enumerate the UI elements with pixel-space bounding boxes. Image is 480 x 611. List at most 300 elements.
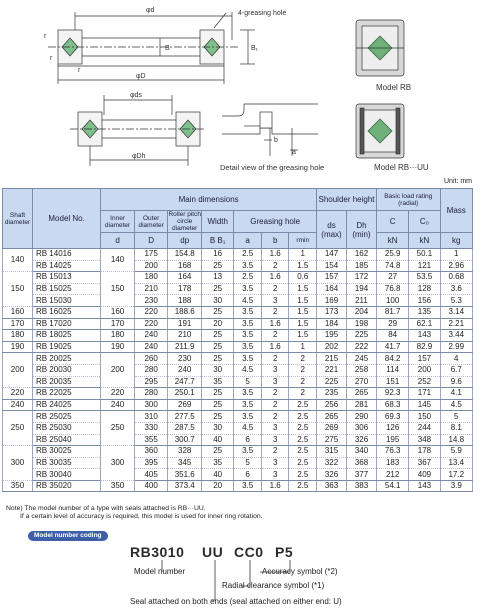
cell-B: 25 xyxy=(201,341,233,353)
cell-ds: 326 xyxy=(317,469,347,481)
hdr-b: b xyxy=(261,233,289,249)
table-row xyxy=(3,469,473,481)
cell-D: 220 xyxy=(134,318,168,330)
cell-C: 76.3 xyxy=(376,446,408,458)
cell-Dh: 326 xyxy=(347,434,377,446)
label-greasing-hole: 4-greasing hole xyxy=(238,10,287,17)
cell-b: 2 xyxy=(261,306,289,318)
cell-mass: 2.21 xyxy=(440,318,472,330)
cell-Co: 62.1 xyxy=(409,318,440,330)
label-r-left: r xyxy=(50,55,53,62)
cell-C: 29 xyxy=(376,318,408,330)
hdr-shoulder: Shoulder height xyxy=(317,189,377,211)
cell-dp: 351.6 xyxy=(168,469,202,481)
cell-shaft: 250 xyxy=(3,411,33,446)
cell-a: 4.5 xyxy=(234,295,262,307)
hdr-shaft: Shaft diameter xyxy=(3,189,33,249)
cell-a: 4.5 xyxy=(234,422,262,434)
hdr-greasing: Greasing hole xyxy=(234,211,317,233)
cell-shaft: 160 xyxy=(3,306,33,318)
cell-dp: 345 xyxy=(168,457,202,469)
cell-mass: 6.7 xyxy=(440,364,472,376)
note-line-2: If a certain level of accuracy is required, this model is used for inner ring rotation. xyxy=(20,513,263,520)
cell-ds: 184 xyxy=(317,318,347,330)
cell-B: 40 xyxy=(201,434,233,446)
cell-Co: 348 xyxy=(409,434,440,446)
cell-Dh: 383 xyxy=(347,480,377,492)
label-model-rb: Model RB xyxy=(376,83,412,92)
table-row xyxy=(3,272,473,284)
cell-model: RB 22025 xyxy=(32,388,100,400)
cell-C: 195 xyxy=(376,434,408,446)
cell-r: 2 xyxy=(289,364,317,376)
cell-C: 212 xyxy=(376,469,408,481)
cell-D: 210 xyxy=(134,283,168,295)
hdr-kn2: kN xyxy=(409,233,440,249)
cell-ds: 265 xyxy=(317,411,347,423)
cell-Dh: 225 xyxy=(347,330,377,342)
cell-Co: 135 xyxy=(409,306,440,318)
table-row xyxy=(3,306,473,318)
cell-B: 25 xyxy=(201,330,233,342)
cell-ds: 169 xyxy=(317,295,347,307)
cell-a: 3.5 xyxy=(234,480,262,492)
cell-C: 92.3 xyxy=(376,388,408,400)
cell-mass: 14.8 xyxy=(440,434,472,446)
cell-a: 6 xyxy=(234,434,262,446)
hdr-ds: ds (max) xyxy=(317,211,347,249)
cell-Dh: 377 xyxy=(347,469,377,481)
cell-model: RB 18025 xyxy=(32,330,100,342)
cell-mass: 5.9 xyxy=(440,446,472,458)
hdr-dp: dp xyxy=(168,233,202,249)
cell-Dh: 265 xyxy=(347,388,377,400)
label-phi-d: φd xyxy=(146,7,155,14)
cell-dp: 230 xyxy=(168,353,202,365)
code-part-clearance: CC0 xyxy=(234,544,264,560)
cell-a: 3.5 xyxy=(234,411,262,423)
cell-Co: 50.1 xyxy=(409,249,440,261)
cell-mass: 3.14 xyxy=(440,306,472,318)
table-row xyxy=(3,376,473,388)
cell-r: 2.5 xyxy=(289,399,317,411)
cell-r: 1.5 xyxy=(289,306,317,318)
cell-Dh: 270 xyxy=(347,376,377,388)
cell-r: 2.5 xyxy=(289,480,317,492)
cell-r: 2.5 xyxy=(289,434,317,446)
cell-b: 3 xyxy=(261,469,289,481)
cell-Co: 178 xyxy=(409,446,440,458)
cell-Dh: 185 xyxy=(347,260,377,272)
cell-Co: 367 xyxy=(409,457,440,469)
cell-ds: 195 xyxy=(317,330,347,342)
table-row xyxy=(3,411,473,423)
cell-dp: 250.1 xyxy=(168,388,202,400)
cell-a: 6 xyxy=(234,469,262,481)
hdr-d: d xyxy=(101,233,135,249)
cell-b: 1.6 xyxy=(261,480,289,492)
cell-a: 3.5 xyxy=(234,330,262,342)
cell-mass: 3.44 xyxy=(440,330,472,342)
cell-Co: 157 xyxy=(409,353,440,365)
table-row xyxy=(3,318,473,330)
cell-ds: 164 xyxy=(317,283,347,295)
cell-model: RB 15013 xyxy=(32,272,100,284)
unit-label: Unit: mm xyxy=(444,178,472,185)
cell-Co: 53.5 xyxy=(409,272,440,284)
table-row xyxy=(3,457,473,469)
cell-Dh: 198 xyxy=(347,318,377,330)
label-model-number: Model number xyxy=(134,567,186,576)
cell-dp: 188.6 xyxy=(168,306,202,318)
cell-B: 30 xyxy=(201,364,233,376)
model-rb-uu-illustration xyxy=(356,104,404,158)
cell-shaft: 180 xyxy=(3,330,33,342)
cell-r: 1.5 xyxy=(289,260,317,272)
cell-B: 30 xyxy=(201,295,233,307)
cell-B: 40 xyxy=(201,469,233,481)
cell-D: 405 xyxy=(134,469,168,481)
cell-model: RB 16025 xyxy=(32,306,100,318)
cell-ds: 315 xyxy=(317,446,347,458)
cell-Dh: 340 xyxy=(347,446,377,458)
label-phi-Dh: φDh xyxy=(132,153,146,160)
hdr-kn1: kN xyxy=(376,233,408,249)
cell-b: 2 xyxy=(261,411,289,423)
cell-dp: 247.7 xyxy=(168,376,202,388)
cell-B: 25 xyxy=(201,388,233,400)
cell-b: 3 xyxy=(261,434,289,446)
cell-Co: 128 xyxy=(409,283,440,295)
cell-shaft: 350 xyxy=(3,480,33,492)
cell-Co: 143 xyxy=(409,480,440,492)
table-row xyxy=(3,283,473,295)
cell-a: 3.5 xyxy=(234,388,262,400)
cell-mass: 4 xyxy=(440,353,472,365)
cell-ds: 256 xyxy=(317,399,347,411)
cell-C: 41.7 xyxy=(376,341,408,353)
table-row xyxy=(3,249,473,261)
cell-D: 360 xyxy=(134,446,168,458)
cell-C: 114 xyxy=(376,364,408,376)
cell-B: 35 xyxy=(201,457,233,469)
cell-ds: 275 xyxy=(317,434,347,446)
cell-dp: 328 xyxy=(168,446,202,458)
cell-inner-d: 150 xyxy=(101,272,135,307)
cell-r: 1.5 xyxy=(289,318,317,330)
cell-dp: 191 xyxy=(168,318,202,330)
cell-b: 2 xyxy=(261,388,289,400)
hdr-kg: kg xyxy=(440,233,472,249)
cell-a: 3.5 xyxy=(234,341,262,353)
cell-shaft: 200 xyxy=(3,353,33,388)
cell-model: RB 19025 xyxy=(32,341,100,353)
cell-Co: 156 xyxy=(409,295,440,307)
cell-inner-d: 140 xyxy=(101,249,135,272)
cell-ds: 173 xyxy=(317,306,347,318)
cell-model: RB 24025 xyxy=(32,399,100,411)
cell-Dh: 258 xyxy=(347,364,377,376)
cell-mass: 0.68 xyxy=(440,272,472,284)
cell-model: RB 15025 xyxy=(32,283,100,295)
cell-mass: 5.3 xyxy=(440,295,472,307)
hdr-co: C₀ xyxy=(409,211,440,233)
cell-D: 310 xyxy=(134,411,168,423)
cell-model: RB 30040 xyxy=(32,469,100,481)
cell-Co: 150 xyxy=(409,411,440,423)
cell-a: 2.5 xyxy=(234,249,262,261)
cell-Dh: 306 xyxy=(347,422,377,434)
hdr-bb1: B B₁ xyxy=(201,233,233,249)
cell-B: 35 xyxy=(201,376,233,388)
cell-a: 3.5 xyxy=(234,446,262,458)
cell-a: 5 xyxy=(234,376,262,388)
cell-r: 1.5 xyxy=(289,283,317,295)
cell-D: 175 xyxy=(134,249,168,261)
cell-Co: 200 xyxy=(409,364,440,376)
cell-r: 1 xyxy=(289,249,317,261)
cell-D: 300 xyxy=(134,399,168,411)
cell-model: RB 30035 xyxy=(32,457,100,469)
detail-view xyxy=(222,104,318,156)
cell-model: RB 30025 xyxy=(32,446,100,458)
hdr-width: Width xyxy=(201,211,233,233)
cell-inner-d: 190 xyxy=(101,341,135,353)
table-row xyxy=(3,341,473,353)
cell-mass: 9.6 xyxy=(440,376,472,388)
cell-Co: 82.9 xyxy=(409,341,440,353)
cell-D: 200 xyxy=(134,260,168,272)
cell-b: 2 xyxy=(261,330,289,342)
table-row xyxy=(3,353,473,365)
label-accuracy-symbol: Accuracy symbol (*2) xyxy=(262,567,338,576)
cell-Co: 143 xyxy=(409,330,440,342)
cell-b: 3 xyxy=(261,376,289,388)
cell-B: 20 xyxy=(201,480,233,492)
cell-C: 126 xyxy=(376,422,408,434)
cell-mass: 4.1 xyxy=(440,388,472,400)
cell-b: 2 xyxy=(261,353,289,365)
cell-b: 2 xyxy=(261,283,289,295)
cell-mass: 2.99 xyxy=(440,341,472,353)
hdr-roller: Roller pitch circle diameter xyxy=(168,211,201,232)
cell-D: 355 xyxy=(134,434,168,446)
note-line-1: Note) The model number of a type with seals attached is RB···UU. xyxy=(6,505,206,512)
cell-model: RB 20030 xyxy=(32,364,100,376)
cell-a: 3.5 xyxy=(234,353,262,365)
cell-Dh: 162 xyxy=(347,249,377,261)
cell-shaft: 220 xyxy=(3,388,33,400)
cell-C: 69.3 xyxy=(376,411,408,423)
cell-Dh: 194 xyxy=(347,283,377,295)
hdr-basic-load: Basic load rating (radial) xyxy=(376,189,440,211)
cell-r: 0.6 xyxy=(289,272,317,284)
table-row xyxy=(3,399,473,411)
label-a: a xyxy=(292,149,296,156)
label-r-top: r xyxy=(44,33,47,40)
cell-mass: 8.1 xyxy=(440,422,472,434)
cell-D: 180 xyxy=(134,272,168,284)
cell-r: 2 xyxy=(289,353,317,365)
cell-D: 295 xyxy=(134,376,168,388)
cell-inner-d: 220 xyxy=(101,388,135,400)
cell-a: 5 xyxy=(234,457,262,469)
cell-Dh: 172 xyxy=(347,272,377,284)
hdr-model: Model No. xyxy=(32,189,100,249)
cell-B: 16 xyxy=(201,249,233,261)
cell-Co: 121 xyxy=(409,260,440,272)
cell-b: 1.6 xyxy=(261,272,289,284)
table-row xyxy=(3,364,473,376)
cell-Dh: 368 xyxy=(347,457,377,469)
cell-r: 2.5 xyxy=(289,469,317,481)
cell-mass: 17.2 xyxy=(440,469,472,481)
cell-b: 3 xyxy=(261,422,289,434)
hdr-main-dims: Main dimensions xyxy=(101,189,317,211)
cell-ds: 157 xyxy=(317,272,347,284)
bearing-drawings xyxy=(0,0,480,178)
cell-dp: 269 xyxy=(168,399,202,411)
hdr-a: a xyxy=(234,233,262,249)
cell-Dh: 290 xyxy=(347,411,377,423)
cell-dp: 178 xyxy=(168,283,202,295)
cell-inner-d: 200 xyxy=(101,353,135,388)
drawings-area xyxy=(0,0,480,178)
cell-C: 27 xyxy=(376,272,408,284)
cell-Co: 145 xyxy=(409,399,440,411)
cell-model: RB 25040 xyxy=(32,434,100,446)
cell-B: 25 xyxy=(201,411,233,423)
cell-b: 3 xyxy=(261,364,289,376)
cell-shaft: 140 xyxy=(3,249,33,272)
cell-a: 2.5 xyxy=(234,272,262,284)
cell-C: 81.7 xyxy=(376,306,408,318)
code-part-seal: UU xyxy=(202,544,224,560)
table-row xyxy=(3,422,473,434)
cell-dp: 300.7 xyxy=(168,434,202,446)
cell-C: 100 xyxy=(376,295,408,307)
cell-mass: 3.6 xyxy=(440,283,472,295)
cell-B: 25 xyxy=(201,283,233,295)
code-part-model: RB3010 xyxy=(130,544,185,560)
label-B: B xyxy=(165,45,170,52)
cell-ds: 363 xyxy=(317,480,347,492)
cell-Co: 171 xyxy=(409,388,440,400)
cell-inner-d: 240 xyxy=(101,399,135,411)
model-rb-illustration xyxy=(356,20,404,76)
cell-ds: 221 xyxy=(317,364,347,376)
cell-Dh: 281 xyxy=(347,399,377,411)
cell-B: 25 xyxy=(201,353,233,365)
cell-model: RB 20025 xyxy=(32,353,100,365)
cell-C: 151 xyxy=(376,376,408,388)
label-seal: Seal attached on both ends (seal attached on either end: U) xyxy=(130,597,342,606)
label-phi-ds: φds xyxy=(130,92,142,99)
cell-b: 1.6 xyxy=(261,249,289,261)
table-row xyxy=(3,480,473,492)
cell-dp: 287.5 xyxy=(168,422,202,434)
cell-Dh: 211 xyxy=(347,295,377,307)
cell-dp: 168 xyxy=(168,260,202,272)
cell-ds: 225 xyxy=(317,376,347,388)
hdr-D: D xyxy=(134,233,168,249)
cell-model: RB 15030 xyxy=(32,295,100,307)
spec-table xyxy=(2,188,473,492)
cell-b: 1.6 xyxy=(261,318,289,330)
cell-a: 3.5 xyxy=(234,399,262,411)
cell-ds: 235 xyxy=(317,388,347,400)
cell-dp: 211.9 xyxy=(168,341,202,353)
cell-C: 74.8 xyxy=(376,260,408,272)
cell-r: 2 xyxy=(289,376,317,388)
cell-B: 25 xyxy=(201,446,233,458)
cell-model: RB 14025 xyxy=(32,260,100,272)
label-phi-D: φD xyxy=(136,73,146,80)
cell-a: 3.5 xyxy=(234,283,262,295)
cell-D: 240 xyxy=(134,341,168,353)
cell-C: 54.1 xyxy=(376,480,408,492)
cell-b: 2 xyxy=(261,399,289,411)
cell-Co: 244 xyxy=(409,422,440,434)
cell-a: 3.5 xyxy=(234,306,262,318)
label-b: b xyxy=(274,137,278,144)
cell-Co: 252 xyxy=(409,376,440,388)
cell-Dh: 245 xyxy=(347,353,377,365)
cell-shaft: 170 xyxy=(3,318,33,330)
cell-inner-d: 160 xyxy=(101,306,135,318)
cell-inner-d: 180 xyxy=(101,330,135,342)
cell-C: 84.2 xyxy=(376,353,408,365)
cell-dp: 154.8 xyxy=(168,249,202,261)
cell-r: 2.5 xyxy=(289,411,317,423)
cell-a: 3.5 xyxy=(234,260,262,272)
cell-Dh: 222 xyxy=(347,341,377,353)
cell-B: 25 xyxy=(201,260,233,272)
label-B1: B₁ xyxy=(251,45,259,52)
cell-a: 3.5 xyxy=(234,318,262,330)
cell-B: 25 xyxy=(201,399,233,411)
cell-dp: 164 xyxy=(168,272,202,284)
cell-mass: 13.4 xyxy=(440,457,472,469)
cell-dp: 373.4 xyxy=(168,480,202,492)
cell-D: 395 xyxy=(134,457,168,469)
cell-C: 183 xyxy=(376,457,408,469)
cell-r: 2.5 xyxy=(289,457,317,469)
table-row xyxy=(3,446,473,458)
cell-ds: 269 xyxy=(317,422,347,434)
cell-D: 280 xyxy=(134,364,168,376)
code-part-accuracy: P5 xyxy=(275,544,294,560)
cell-B: 13 xyxy=(201,272,233,284)
cell-b: 3 xyxy=(261,457,289,469)
cell-B: 30 xyxy=(201,422,233,434)
hdr-mass: Mass xyxy=(440,189,472,233)
cell-inner-d: 170 xyxy=(101,318,135,330)
label-clearance-symbol: Radial clearance symbol (*1) xyxy=(222,581,325,590)
cell-dp: 277.5 xyxy=(168,411,202,423)
cell-C: 76.8 xyxy=(376,283,408,295)
cell-Dh: 204 xyxy=(347,306,377,318)
cell-mass: 5 xyxy=(440,411,472,423)
cell-C: 25.9 xyxy=(376,249,408,261)
cell-model: RB 25030 xyxy=(32,422,100,434)
cell-D: 280 xyxy=(134,388,168,400)
cell-r: 2 xyxy=(289,388,317,400)
cell-dp: 188 xyxy=(168,295,202,307)
cell-D: 330 xyxy=(134,422,168,434)
cell-r: 1.5 xyxy=(289,330,317,342)
cell-r: 2.5 xyxy=(289,446,317,458)
